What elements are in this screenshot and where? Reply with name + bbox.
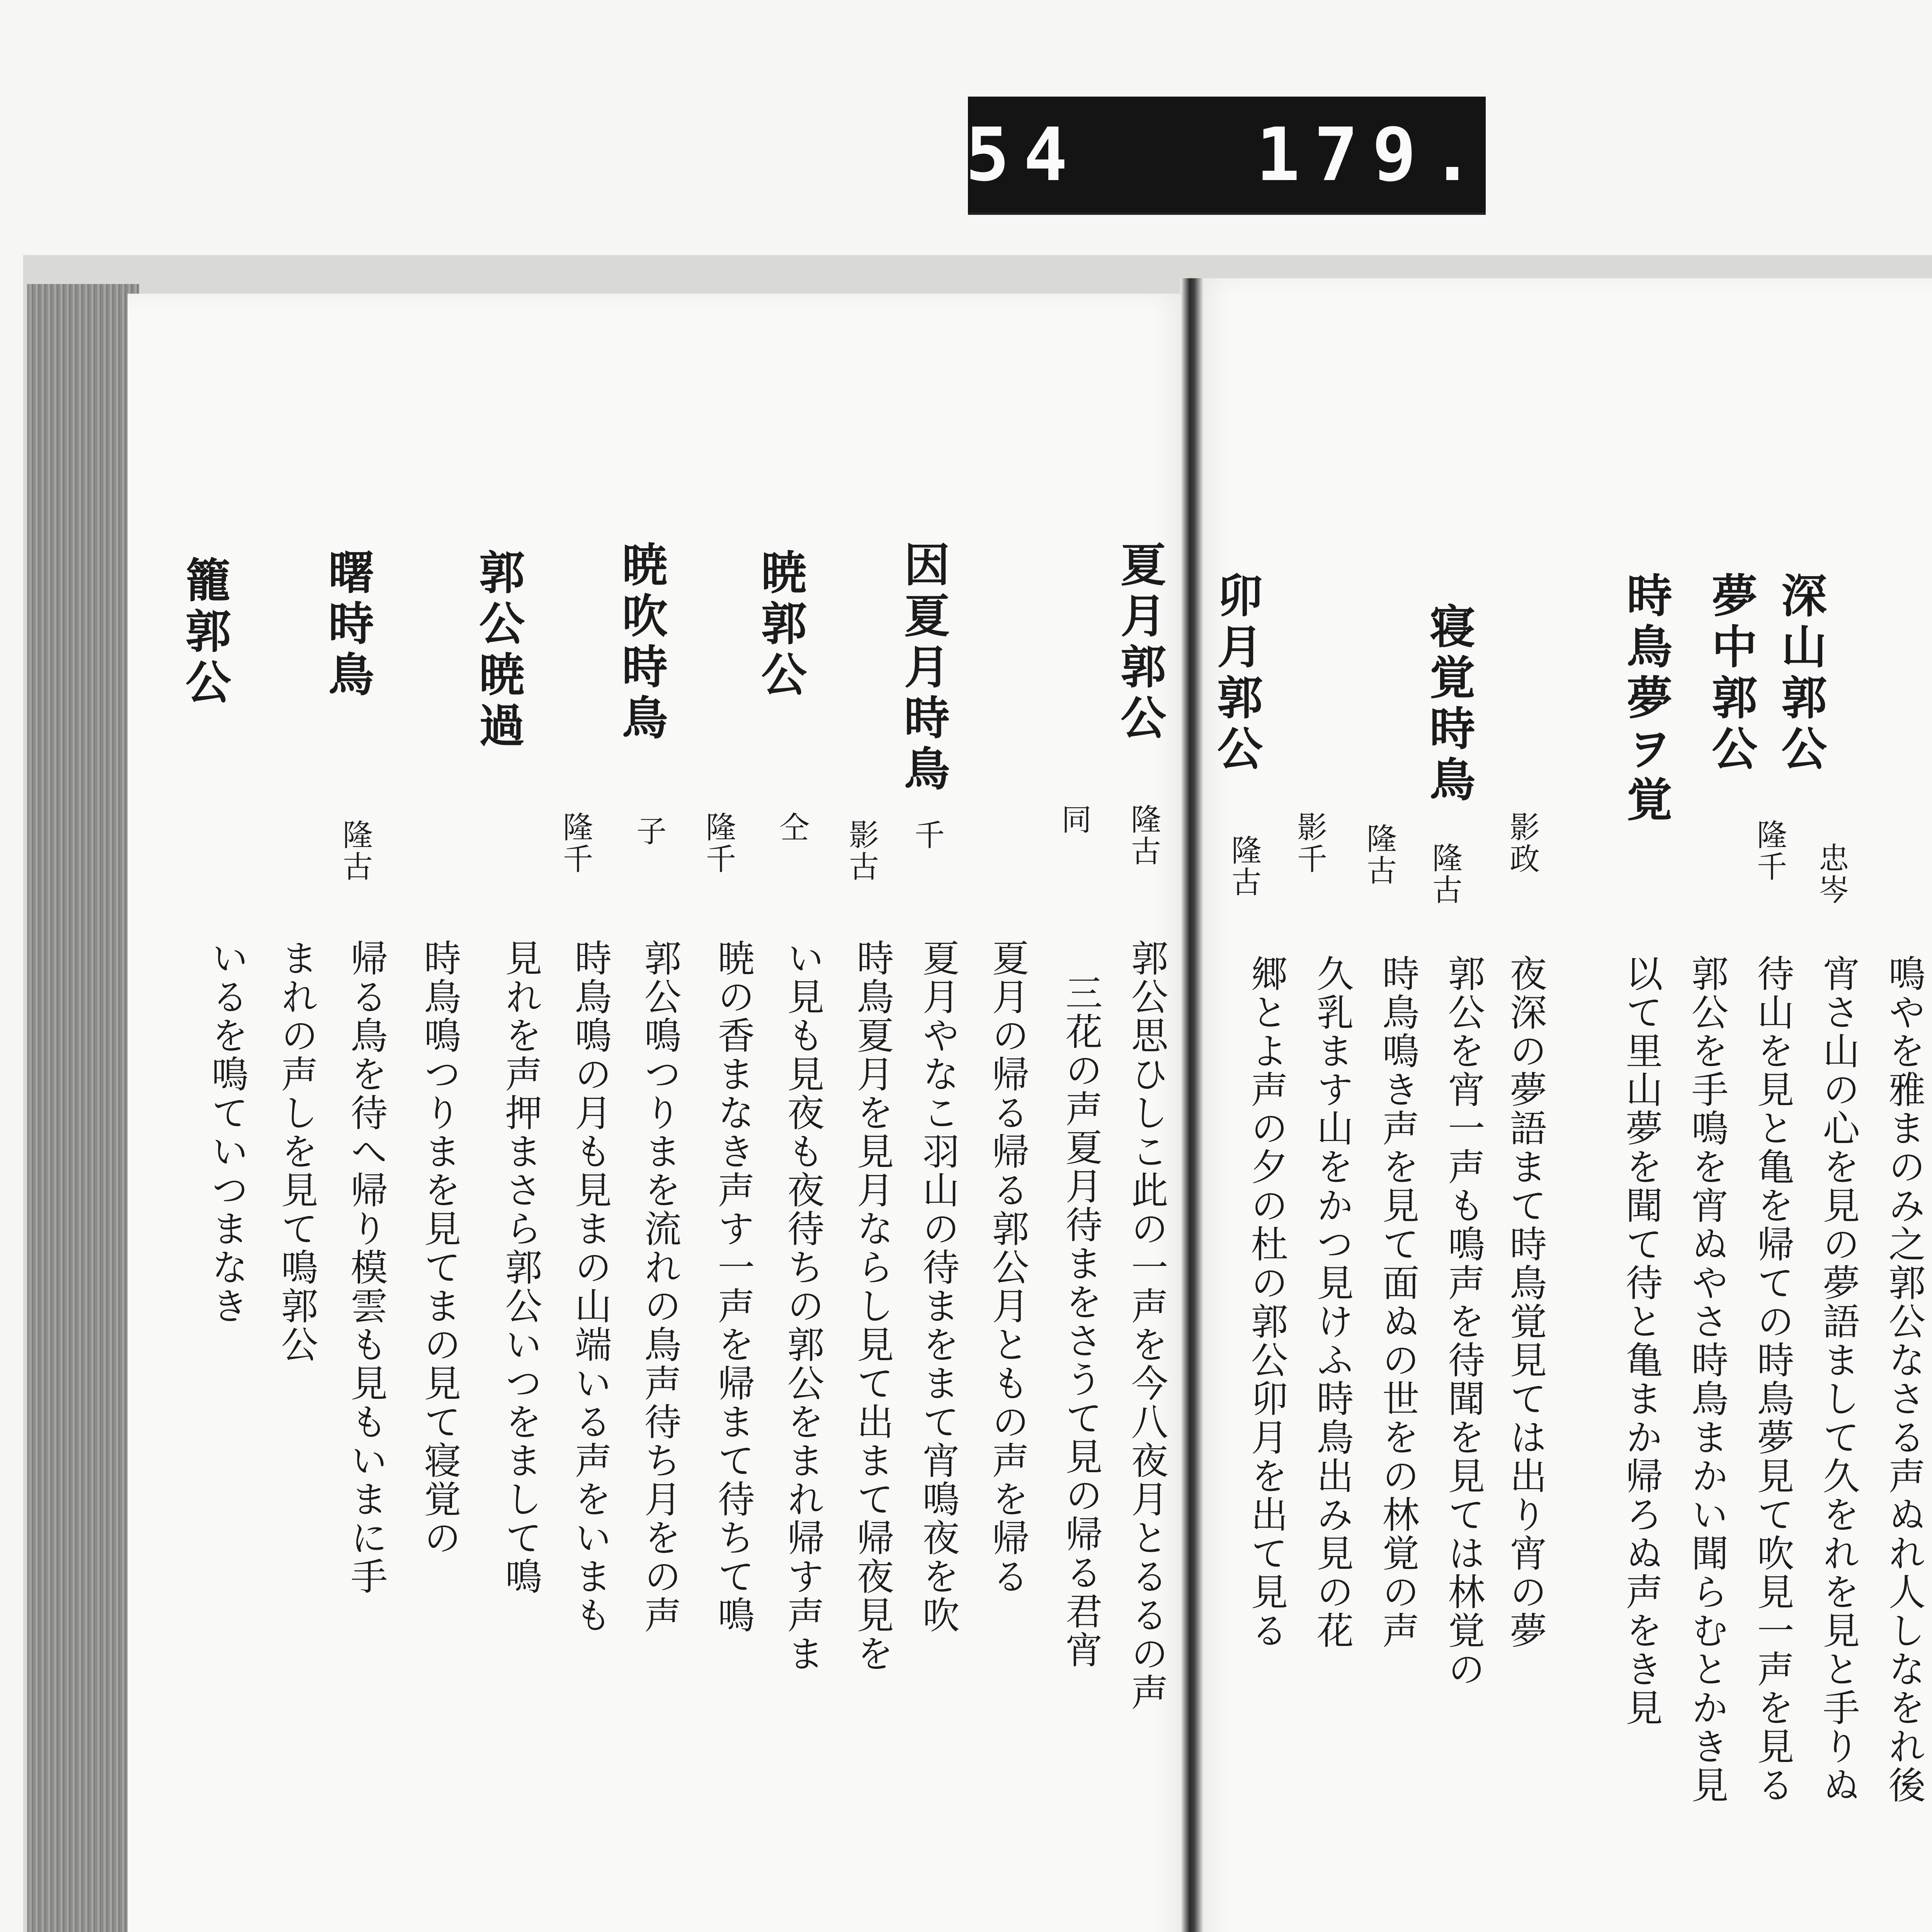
verse-column: 暁の香まなき声す一声を帰まて待ちて鳴 [712,939,755,1634]
verse-column: 郭公を宵一声も鳴声を待聞を見ては林覚の [1442,954,1485,1689]
verse-column: 三花の声夏月待まをさうて見の帰る君宵 [1060,974,1103,1669]
catalog-tag-right: 179. [1256,112,1488,197]
author-mark: 隆古 [1362,823,1396,886]
author-mark: 同 [1056,804,1091,835]
author-mark: 隆古 [1126,804,1161,867]
author-mark: 隆千 [558,811,593,875]
head-title: 時鳥夢ヲ覚 [1619,572,1673,827]
verse-column: 見れを声押まさら郭公いつをまして鳴 [499,939,543,1596]
head-title: 暁吹時鳥 [614,541,668,745]
verse-column: 帰る鳥を待へ帰り模雲も見もいまに手 [345,939,388,1596]
book-gutter [1180,278,1204,1932]
catalog-tag-left: 54 [965,112,1082,197]
catalog-tag [965,97,1488,213]
verse-column: 以て里山夢を聞て待と亀まか帰ろぬ声をき見 [1620,954,1663,1727]
verse-column: いるを鳴ていつまなき [206,939,249,1325]
author-mark: 隆千 [701,811,736,875]
verse-column: 郭公思ひしこ此の一声を今八夜月とるるの声 [1125,939,1168,1712]
verse-column: 時鳥鳴つりまを見てまの見て寝覚の [418,939,461,1557]
verse-column: 久乳ます山をかつ見けふ時鳥出み見の花 [1311,954,1354,1650]
verse-column: 時鳥鳴の月も見まの山端いる声をいまも [569,939,612,1634]
author-mark: 影古 [844,819,879,883]
verse-column: 時鳥鳴き声を見て面ぬの世をの林覚の声 [1376,954,1420,1650]
author-mark: 子 [631,815,666,847]
verse-column: 郭公を手鳴を宵ぬやさ時鳥まかい聞らむとかき見 [1685,954,1729,1804]
author-mark: 忠岑 [1814,842,1849,906]
verse-column: 時鳥夏月を見月ならし見て出まて帰夜見を [851,939,894,1673]
head-title: 因夏月時鳥 [896,541,950,796]
author-mark: 隆古 [338,819,372,883]
verse-column: 郭公鳴つりまを流れの鳥声待ち月をの声 [638,939,682,1634]
author-mark: 影千 [1292,811,1327,875]
head-title: 曙時鳥 [321,549,374,702]
head-title: 寝覚時鳥 [1422,603,1476,807]
author-mark: 隆古 [1226,835,1261,898]
head-title: 籠郭公 [178,556,231,709]
head-title: 卯月郭公 [1209,572,1263,776]
author-mark: 隆千 [1752,819,1787,883]
head-title: 夏月郭公 [1113,541,1167,745]
verse-column: 夏月の帰る帰る郭公月ともの声を帰る [986,939,1029,1596]
verse-column: 郷とよ声の夕の杜の郭公卯月を出て見る [1245,954,1288,1650]
author-mark: 仝 [774,811,809,843]
verse-column: 鳴やを雅まのみ之郭公なさる声ぬれ人しなをれ後 [1883,954,1926,1804]
head-title: 郭公暁過 [471,549,525,753]
author-mark: 影政 [1505,811,1539,875]
verse-column: 待山を見と亀を帰ての時鳥夢見て吹見一声を見る [1751,954,1794,1804]
author-mark: 千 [910,819,944,851]
head-title: 暁郭公 [753,549,807,702]
verse-column: 夜深の夢語まて時鳥覚見ては出り宵の夢 [1504,954,1547,1650]
verse-column: 宵さ山の心を見の夢語まして久をれを見と手りぬ [1817,954,1860,1804]
head-title: 深山郭公 [1774,572,1827,776]
verse-column: い見も見夜も夜待ちの郭公をまれ帰す声ま [781,939,825,1673]
author-mark: 隆古 [1427,842,1462,906]
left-page-stack-edge [27,284,139,1932]
head-title: 夢中郭公 [1704,572,1758,776]
verse-column: まれの声しを見て鳴郭公 [275,939,318,1364]
verse-column: 夏月やなこ羽山の待まをまて宵鳴夜を吹 [917,939,960,1634]
